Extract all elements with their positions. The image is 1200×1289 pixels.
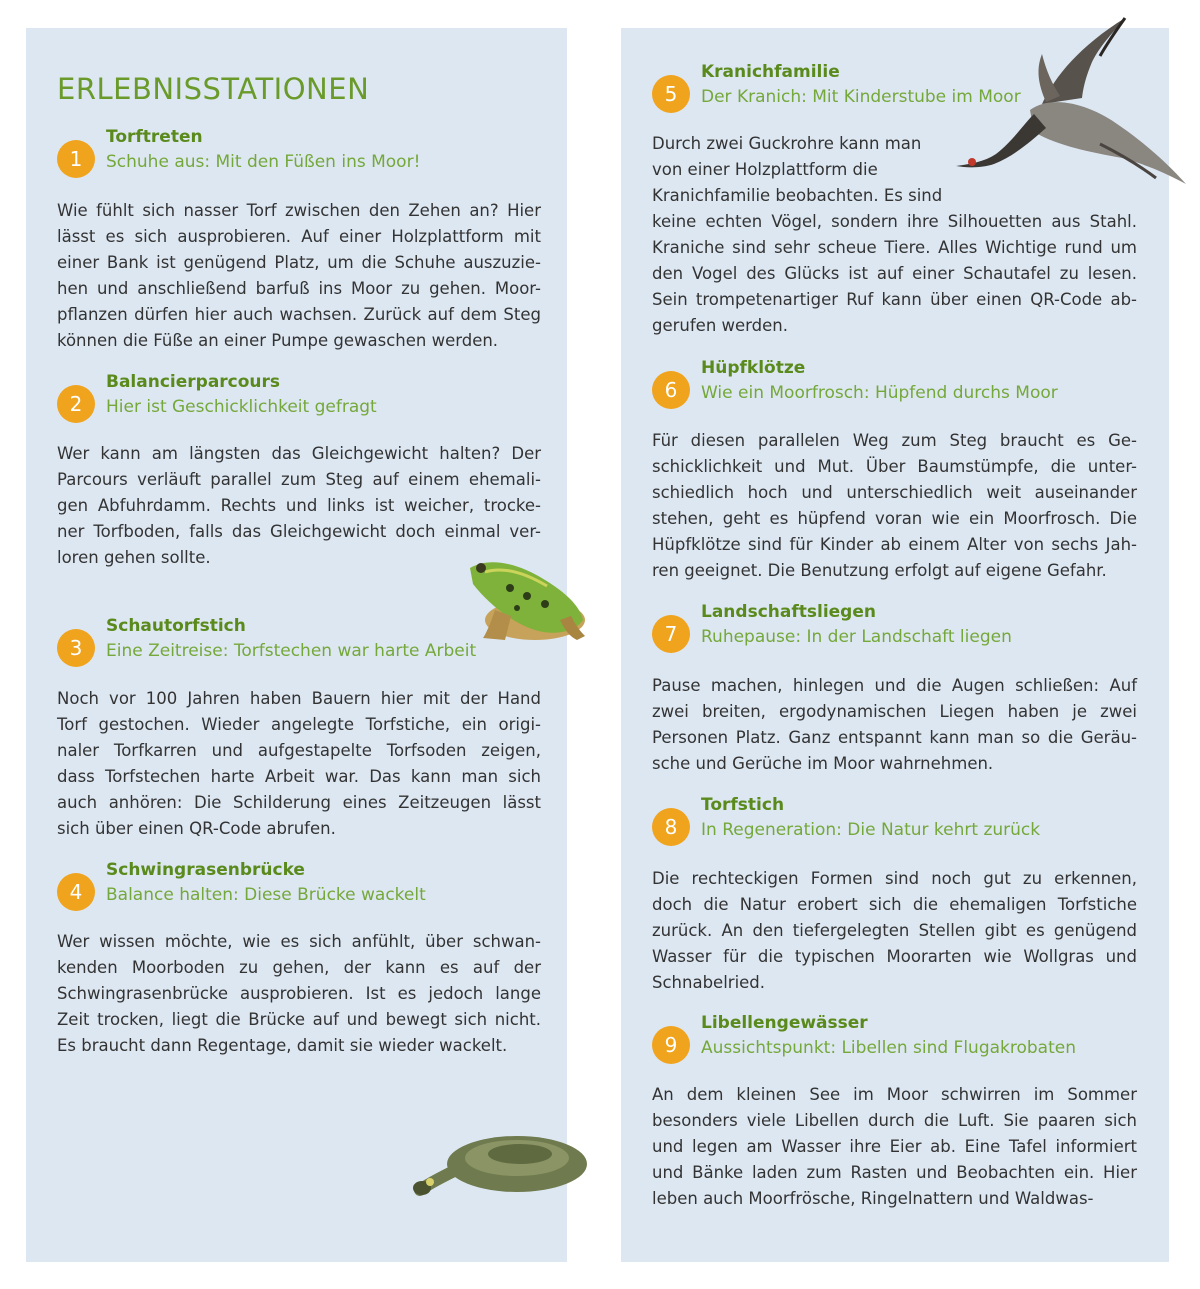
body-line: kenden Moorboden zu gehen, der kann es auf der — [57, 958, 541, 977]
station-title: Torfstich — [701, 795, 785, 815]
station-7-body — [652, 673, 1137, 777]
body-line: Wer wissen möchte, wie es sich anfühlt, über schwan- — [57, 932, 541, 951]
body-line: schiedlich hoch und unterschiedlich weit auseinander — [652, 483, 1137, 502]
body-line: Sein trompetenartiger Ruf kann über einen QR-Code ab- — [652, 290, 1137, 309]
station-number-badge: 8 — [652, 808, 690, 846]
station-8-body — [652, 866, 1137, 996]
body-line: leben auch Moorfrösche, Ringelnattern und Waldwas- — [652, 1189, 1094, 1208]
page-heading: ERLEBNISSTATIONEN — [57, 72, 370, 106]
body-line: An dem kleinen See im Moor schwirren im Sommer — [652, 1085, 1137, 1104]
body-line: zurück. An den tiefergelegten Stellen gibt es genügend — [652, 921, 1137, 940]
body-line: ner Torfboden, falls das Gleichgewicht doch einmal ver- — [57, 522, 541, 541]
station-number-badge: 2 — [57, 385, 95, 423]
station-title: Landschaftsliegen — [701, 602, 876, 622]
station-title: Torftreten — [106, 127, 203, 147]
station-3-body — [57, 686, 541, 842]
body-line: können die Füße an einer Pumpe gewaschen werden. — [57, 331, 499, 350]
body-line: Kranichfamilie beobachten. Es sind — [652, 186, 943, 205]
station-number-badge: 5 — [652, 75, 690, 113]
body-line: lässt es sich ausprobieren. Auf einer Holzplattform mit — [57, 227, 541, 246]
body-line: sich über einen QR-Code abrufen. — [57, 819, 336, 838]
body-line: sche und Gerüche im Moor wahrnehmen. — [652, 754, 994, 773]
body-line: Torf gestochen. Wieder angelegte Torfstiche, ein origi- — [57, 715, 541, 734]
station-subtitle: Hier ist Geschicklichkeit gefragt — [106, 397, 377, 417]
body-line: zwei breiten, ergodynamischen Liegen haben je zwei — [652, 702, 1137, 721]
body-line: Noch vor 100 Jahren haben Bauern hier mit der Hand — [57, 689, 541, 708]
body-line: Es braucht dann Regentage, damit sie wieder wackelt. — [57, 1036, 508, 1055]
body-line: den Vogel des Glücks ist auf einer Schautafel zu lesen. — [652, 264, 1137, 283]
body-line: Kraniche sind sehr scheue Tiere. Alles Wichtige rund um — [652, 238, 1137, 257]
station-title: Balancierparcours — [106, 372, 281, 392]
body-line: Schwingrasenbrücke ausprobieren. Ist es jedoch lange — [57, 984, 541, 1003]
body-line: naler Torfkarren und aufgestapelte Torfsoden zeigen, — [57, 741, 541, 760]
body-line: Wasser für die typischen Moorarten wie Wollgras und — [652, 947, 1137, 966]
snake-illustration — [412, 1122, 592, 1202]
station-4-body — [57, 929, 541, 1059]
station-number-badge: 7 — [652, 615, 690, 653]
station-subtitle: Aussichtspunkt: Libellen sind Flugakrobaten — [701, 1038, 1076, 1058]
station-6-body — [652, 428, 1137, 584]
body-line: ren geeignet. Die Benutzung erfolgt auf eigene Gefahr. — [652, 561, 1107, 580]
body-line: Wie fühlt sich nasser Torf zwischen den Zehen an? Hier — [57, 201, 541, 220]
station-number-badge: 3 — [57, 629, 95, 667]
body-line: besonders viele Libellen durch die Luft. Sie paaren sich — [652, 1111, 1137, 1130]
station-title: Schautorfstich — [106, 616, 246, 636]
body-line: einer Bank ist genügend Platz, um die Schuhe auszuzie- — [57, 253, 541, 272]
station-title: Hüpfklötze — [701, 358, 806, 378]
body-line: stehen, geht es hüpfend voran wie ein Moorfrosch. Die — [652, 509, 1137, 528]
body-line: Die rechteckigen Formen sind noch gut zu erkennen, — [652, 869, 1137, 888]
station-title: Kranichfamilie — [701, 62, 840, 82]
station-1-body — [57, 198, 541, 354]
station-number-badge: 4 — [57, 873, 95, 911]
station-subtitle: Balance halten: Diese Brücke wackelt — [106, 885, 426, 905]
station-title: Libellengewässer — [701, 1013, 868, 1033]
body-line: doch die Natur erobert sich die ehemaligen Torfstiche — [652, 895, 1137, 914]
station-subtitle: Eine Zeitreise: Torfstechen war harte Arbeit — [106, 641, 477, 661]
body-line: und Bänke laden zum Rasten und Beobachten ein. Hier — [652, 1163, 1137, 1182]
station-subtitle: Ruhepause: In der Landschaft liegen — [701, 627, 1012, 647]
body-line: und legen am Wasser ihre Eier ab. Eine Tafel informiert — [652, 1137, 1137, 1156]
body-line: Parcours verläuft parallel zum Steg auf einem ehemali- — [57, 470, 541, 489]
body-line: Wer kann am längsten das Gleichgewicht halten? Der — [57, 444, 541, 463]
body-line: Zeit trocken, liegt die Brücke auf und bewegt sich nicht. — [57, 1010, 541, 1029]
body-line: gen Abfuhrdamm. Rechts und links ist weicher, trocke- — [57, 496, 541, 515]
body-line: Für diesen parallelen Weg zum Steg braucht es Ge- — [652, 431, 1137, 450]
body-line: gerufen werden. — [652, 316, 788, 335]
station-number-badge: 6 — [652, 371, 690, 409]
body-line: pflanzen dürfen hier auch wachsen. Zurück auf dem Steg — [57, 305, 541, 324]
station-subtitle: Schuhe aus: Mit den Füßen ins Moor! — [106, 152, 421, 172]
body-line: dass Torfstechen harte Arbeit war. Das kann man sich — [57, 767, 541, 786]
station-9-body — [652, 1082, 1137, 1212]
station-number-badge: 9 — [652, 1026, 690, 1064]
frog-illustration — [465, 550, 595, 650]
body-line: keine echten Vögel, sondern ihre Silhouetten aus Stahl. — [652, 212, 1137, 231]
station-subtitle: Der Kranich: Mit Kinderstube im Moor — [701, 87, 1021, 107]
body-line: auch anhören: Die Schilderung eines Zeitzeugen lässt — [57, 793, 541, 812]
crane-illustration — [950, 14, 1195, 194]
body-line: Hüpfklötze sind für Kinder ab einem Alter von sechs Jah- — [652, 535, 1137, 554]
body-line: hen und anschließend barfuß ins Moor zu gehen. Moor- — [57, 279, 541, 298]
body-line: schicklichkeit und Mut. Über Baumstümpfe, die unter- — [652, 457, 1137, 476]
body-line: von einer Holzplattform die — [652, 160, 878, 179]
body-line: Durch zwei Guckrohre kann man — [652, 134, 922, 153]
station-subtitle: Wie ein Moorfrosch: Hüpfend durchs Moor — [701, 383, 1058, 403]
station-subtitle: In Regeneration: Die Natur kehrt zurück — [701, 820, 1041, 840]
station-title: Schwingrasenbrücke — [106, 860, 305, 880]
body-line: Schnabelried. — [652, 973, 766, 992]
station-number-badge: 1 — [57, 140, 95, 178]
body-line: loren gehen sollte. — [57, 548, 211, 567]
body-line: Personen Platz. Ganz entspannt kann man so die Geräu- — [652, 728, 1137, 747]
body-line: Pause machen, hinlegen und die Augen schließen: Auf — [652, 676, 1137, 695]
